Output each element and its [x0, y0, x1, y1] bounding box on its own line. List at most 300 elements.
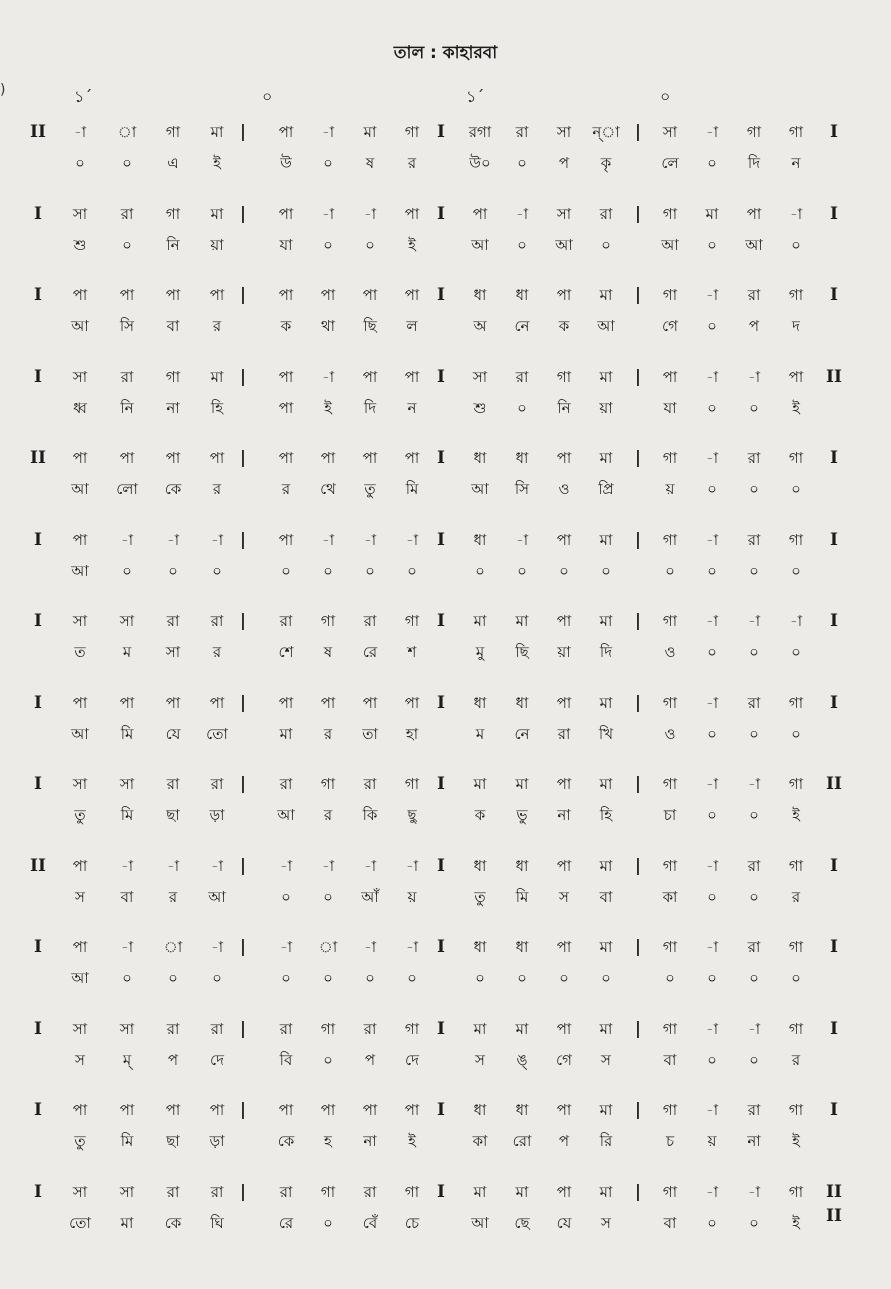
- lyric-syllable: ড়া: [209, 1132, 225, 1150]
- swara-note: মা: [599, 530, 613, 549]
- swara-note: -া: [405, 856, 419, 875]
- lyric-syllable: লে: [661, 154, 679, 172]
- lyric-syllable: ০: [791, 724, 801, 743]
- swara-note: মা: [515, 1019, 529, 1038]
- lyric-syllable: ০: [212, 561, 222, 580]
- lyric-syllable: ০: [791, 235, 801, 254]
- bar-line-start: I: [34, 529, 42, 550]
- swara-note: মা: [599, 1019, 613, 1038]
- lyric-row: [0, 1211, 891, 1235]
- swara-note: পা: [556, 612, 572, 630]
- lyric-syllable: যে: [165, 724, 181, 743]
- lyric-row: [0, 1048, 891, 1072]
- swara-note: -া: [363, 938, 377, 956]
- lyric-syllable: শু: [73, 235, 87, 254]
- bar-line-start: I: [34, 937, 42, 957]
- swara-note: পা: [72, 856, 88, 875]
- lyric-syllable: দি: [363, 398, 377, 417]
- swara-note: -া: [705, 1182, 719, 1201]
- swara-note: -া: [405, 530, 419, 549]
- lyric-syllable: দে: [405, 1050, 419, 1069]
- lyric-syllable: রো: [512, 1132, 532, 1150]
- lyric-syllable: ০: [407, 969, 417, 987]
- swara-note: -া: [321, 204, 335, 223]
- bar-line: |: [239, 1181, 247, 1202]
- swara-note: -া: [363, 856, 377, 875]
- swara-note: গা: [662, 1019, 678, 1038]
- swara-note: -া: [321, 856, 335, 875]
- swara-note: রা: [279, 612, 293, 630]
- lyric-syllable: ০: [407, 561, 417, 580]
- swara-note: পা: [556, 775, 572, 793]
- bar-line: |: [634, 1018, 642, 1039]
- lyric-syllable: খি: [598, 724, 614, 743]
- lyric-syllable: শে: [278, 643, 294, 661]
- lyric-syllable: ০: [791, 643, 801, 661]
- lyric-syllable: ত: [74, 643, 86, 661]
- swara-note: পা: [72, 938, 88, 956]
- lyric-syllable: ম: [475, 724, 485, 743]
- swara-note: রা: [747, 856, 761, 875]
- swara-note: পা: [278, 530, 294, 549]
- lyric-syllable: ০: [323, 154, 333, 172]
- note-row: [0, 1098, 891, 1122]
- lyric-syllable: স: [75, 887, 85, 906]
- lyric-syllable: ০: [122, 235, 132, 254]
- swara-note: ন্া: [592, 123, 620, 141]
- swara-note: পা: [209, 449, 225, 467]
- swara-note: পা: [362, 1101, 378, 1119]
- lyric-syllable: হি: [599, 806, 613, 824]
- swara-note: রা: [363, 775, 377, 793]
- swara-note: -া: [120, 938, 134, 956]
- swara-note: মা: [515, 775, 529, 793]
- swara-note: -া: [705, 123, 719, 141]
- swara-note: ধা: [515, 449, 529, 467]
- swara-note: পা: [278, 449, 294, 467]
- lyric-syllable: ও: [664, 643, 676, 661]
- notation-line-2: [0, 202, 891, 284]
- lyric-syllable: আ: [208, 887, 226, 906]
- swara-note: -া: [166, 530, 180, 549]
- swara-note: সা: [556, 204, 572, 223]
- swara-note: মা: [599, 856, 613, 875]
- notation-line-12: [0, 1017, 891, 1099]
- swara-note: া: [318, 938, 338, 956]
- swara-note: গা: [788, 1019, 804, 1038]
- lyric-syllable: র: [791, 1050, 801, 1069]
- swara-note: া: [117, 123, 137, 141]
- lyric-syllable: নে: [514, 724, 530, 743]
- swara-note: া: [163, 938, 183, 956]
- lyric-syllable: ০: [212, 969, 222, 987]
- swara-note: পা: [556, 449, 572, 467]
- lyric-syllable: ০: [791, 969, 801, 987]
- swara-note: ধা: [515, 856, 529, 875]
- swara-note: -া: [515, 530, 529, 549]
- notation-line-1: [0, 120, 891, 202]
- lyric-syllable: মি: [405, 480, 419, 498]
- lyric-syllable: ০: [791, 480, 801, 498]
- swara-note: রা: [747, 530, 761, 549]
- swara-note: -া: [321, 530, 335, 549]
- note-row: [0, 1017, 891, 1041]
- swara-note: পা: [119, 286, 135, 304]
- swara-note: রা: [210, 1019, 224, 1038]
- lyric-syllable: সা: [165, 643, 181, 661]
- lyric-syllable: র: [281, 480, 291, 498]
- lyric-syllable: না: [363, 1132, 377, 1150]
- swara-note: পা: [72, 530, 88, 549]
- note-row: [0, 283, 891, 307]
- lyric-syllable: ই: [792, 806, 800, 824]
- lyric-row: [0, 803, 891, 827]
- notation-line-3: [0, 283, 891, 365]
- lyric-syllable: তু: [74, 806, 86, 824]
- swara-note: পা: [404, 204, 420, 223]
- lyric-syllable: থা: [320, 317, 336, 335]
- bar-line: |: [239, 366, 247, 387]
- lyric-syllable: ভু: [516, 806, 528, 824]
- lyric-syllable: ০: [601, 969, 611, 987]
- bar-line: |: [239, 937, 247, 957]
- lyric-syllable: ছু: [407, 806, 417, 824]
- lyric-syllable: আ: [471, 1213, 489, 1232]
- swara-note: -া: [73, 123, 87, 141]
- lyric-row: [0, 151, 891, 175]
- lyric-syllable: কৃ: [600, 154, 612, 172]
- swara-note: পা: [556, 1182, 572, 1201]
- lyric-syllable: ছে: [514, 1213, 530, 1232]
- swara-note: রা: [515, 123, 529, 141]
- swara-note: মা: [599, 1101, 613, 1119]
- lyric-row: [0, 233, 891, 257]
- swara-note: রা: [515, 367, 529, 386]
- notation-line-9: [0, 772, 891, 854]
- swara-note: মা: [210, 204, 224, 223]
- lyric-syllable: রে: [362, 643, 378, 661]
- swara-note: মা: [473, 1182, 487, 1201]
- lyric-syllable: ধ্ব: [73, 398, 87, 417]
- swara-note: গা: [404, 612, 420, 630]
- swara-note: পা: [72, 693, 88, 712]
- swara-note: পা: [165, 1101, 181, 1119]
- lyric-syllable: ছি: [515, 643, 529, 661]
- swara-note: গা: [788, 938, 804, 956]
- bar-line-start: II: [30, 855, 46, 876]
- swara-note: পা: [209, 693, 225, 712]
- lyric-syllable: শ: [407, 643, 417, 661]
- swara-note: পা: [556, 530, 572, 549]
- swara-note: মা: [599, 367, 613, 386]
- beat-mark-3: ১´: [466, 87, 485, 106]
- lyric-syllable: তো: [206, 724, 228, 743]
- note-row: [0, 1180, 891, 1226]
- swara-note: পা: [404, 693, 420, 712]
- swara-note: -া: [210, 530, 224, 549]
- edge-mark: ): [0, 82, 6, 98]
- swara-note: গা: [662, 775, 678, 793]
- lyric-syllable: আ: [597, 317, 615, 335]
- swara-note: রা: [120, 367, 134, 386]
- swara-note: সা: [472, 367, 488, 386]
- lyric-syllable: ০: [749, 1050, 759, 1069]
- swara-note: পা: [165, 449, 181, 467]
- bar-line: I: [437, 692, 445, 713]
- lyric-syllable: ০: [749, 561, 759, 580]
- swara-note: রা: [747, 938, 761, 956]
- lyric-row: [0, 477, 891, 501]
- swara-note: -া: [747, 1019, 761, 1038]
- lyric-syllable: নি: [166, 235, 180, 254]
- lyric-syllable: বি: [279, 1050, 293, 1069]
- swara-note: পা: [209, 286, 225, 304]
- swara-note: মা: [599, 693, 613, 712]
- bar-line: |: [239, 611, 247, 631]
- lyric-syllable: কি: [362, 806, 378, 824]
- bar-line-end: II: [826, 774, 842, 794]
- swara-note: সা: [119, 775, 135, 793]
- swara-note: গা: [404, 123, 420, 141]
- bar-line: |: [239, 529, 247, 550]
- bar-line-end: I: [830, 611, 838, 631]
- lyric-syllable: ০: [559, 969, 569, 987]
- swara-note: গা: [788, 286, 804, 304]
- lyric-syllable: আ: [471, 480, 489, 498]
- bar-line-start: I: [34, 1018, 42, 1039]
- swara-note: পা: [165, 286, 181, 304]
- lyric-syllable: ই: [324, 398, 332, 417]
- swara-note: সা: [72, 1182, 88, 1201]
- swara-note: মা: [210, 367, 224, 386]
- lyric-syllable: ০: [707, 561, 717, 580]
- swara-note: পা: [404, 449, 420, 467]
- lyric-syllable: ০: [281, 969, 291, 987]
- swara-note: রা: [363, 1182, 377, 1201]
- swara-note: গা: [404, 1019, 420, 1038]
- lyric-syllable: আ: [277, 806, 295, 824]
- lyric-syllable: র: [212, 643, 222, 661]
- lyric-syllable: নে: [514, 317, 530, 335]
- lyric-syllable: প: [167, 1050, 179, 1069]
- note-row: [0, 120, 891, 144]
- bar-line: |: [239, 448, 247, 468]
- lyric-syllable: ০: [517, 398, 527, 417]
- bar-line-end: II II: [826, 1181, 842, 1226]
- lyric-row: [0, 640, 891, 664]
- bar-line: |: [239, 203, 247, 224]
- swara-note: -া: [747, 775, 761, 793]
- lyric-syllable: সি: [119, 317, 135, 335]
- bar-line: |: [634, 1181, 642, 1202]
- lyric-syllable: ০: [707, 154, 717, 172]
- swara-note: গা: [788, 1101, 804, 1119]
- lyric-syllable: ০: [707, 724, 717, 743]
- swara-note: সা: [72, 612, 88, 630]
- lyric-syllable: চা: [663, 806, 677, 824]
- swara-note: পা: [320, 1101, 336, 1119]
- swara-note: -া: [120, 530, 134, 549]
- bar-line: I: [437, 855, 445, 876]
- lyric-syllable: য়া: [599, 398, 613, 417]
- lyric-syllable: ০: [707, 643, 717, 661]
- lyric-syllable: প্রি: [598, 480, 614, 498]
- bar-line: |: [634, 285, 642, 305]
- lyric-syllable: য়া: [557, 643, 571, 661]
- lyric-syllable: ক: [280, 317, 292, 335]
- lyric-syllable: ০: [749, 887, 759, 906]
- swara-note: পা: [556, 856, 572, 875]
- lyric-syllable: স: [475, 1050, 485, 1069]
- notation-line-11: [0, 935, 891, 1017]
- lyric-syllable: ০: [749, 724, 759, 743]
- bar-line-start: I: [34, 285, 42, 305]
- swara-note: -া: [210, 856, 224, 875]
- bar-line-start: I: [34, 611, 42, 631]
- swara-note: গা: [165, 367, 181, 386]
- lyric-syllable: আ: [71, 724, 89, 743]
- bar-line: |: [634, 448, 642, 468]
- lyric-syllable: দ: [792, 317, 800, 335]
- swara-note: মা: [210, 123, 224, 141]
- swara-note: -া: [705, 367, 719, 386]
- swara-note: রা: [279, 775, 293, 793]
- swara-note: রা: [166, 1019, 180, 1038]
- lyric-syllable: ০: [122, 969, 132, 987]
- swara-note: মা: [599, 938, 613, 956]
- bar-line: |: [239, 122, 247, 142]
- lyric-syllable: আ: [71, 561, 89, 580]
- swara-note: রা: [747, 286, 761, 304]
- swara-note: গা: [788, 530, 804, 549]
- bar-line: |: [634, 366, 642, 387]
- swara-note: সা: [72, 1019, 88, 1038]
- swara-note: মা: [363, 123, 377, 141]
- bar-line: I: [437, 1181, 445, 1202]
- lyric-syllable: যা: [663, 398, 677, 417]
- lyric-syllable: চে: [404, 1213, 420, 1232]
- bar-line: |: [634, 529, 642, 550]
- lyric-syllable: লো: [116, 480, 138, 498]
- lyric-syllable: মা: [120, 1213, 134, 1232]
- swara-note: রা: [279, 1182, 293, 1201]
- lyric-syllable: য়া: [210, 235, 224, 254]
- lyric-syllable: তু: [74, 1132, 86, 1150]
- lyric-syllable: ০: [559, 561, 569, 580]
- notation-line-7: [0, 609, 891, 691]
- bar-line-end: I: [830, 1018, 838, 1039]
- bar-line: I: [437, 1100, 445, 1120]
- swara-note: গা: [556, 367, 572, 386]
- lyric-syllable: যা: [279, 235, 293, 254]
- swara-note: পা: [278, 693, 294, 712]
- lyric-syllable: তু: [474, 887, 486, 906]
- swara-note: গা: [746, 123, 762, 141]
- lyric-syllable: বা: [663, 1213, 677, 1232]
- swara-note: গা: [788, 693, 804, 712]
- bar-line-end: II: [826, 366, 842, 387]
- swara-note: গা: [320, 775, 336, 793]
- lyric-syllable: ক: [558, 317, 570, 335]
- lyric-syllable: দে: [210, 1050, 224, 1069]
- lyric-row: [0, 885, 891, 909]
- swara-note: -া: [321, 123, 335, 141]
- lyric-syllable: ০: [517, 969, 527, 987]
- swara-note: ধা: [515, 938, 529, 956]
- bar-line: |: [239, 692, 247, 713]
- lyric-syllable: ও: [664, 724, 676, 743]
- lyric-syllable: প: [748, 317, 760, 335]
- lyric-syllable: অ: [473, 317, 487, 335]
- swara-note: -া: [789, 204, 803, 223]
- lyric-syllable: সি: [514, 480, 530, 498]
- swara-note: গা: [788, 1182, 804, 1201]
- note-row: [0, 202, 891, 226]
- beat-marks: [0, 84, 891, 108]
- note-row: [0, 691, 891, 715]
- lyric-syllable: ০: [517, 154, 527, 172]
- note-row: [0, 935, 891, 959]
- bar-line-end: I: [830, 448, 838, 468]
- swara-note: -া: [515, 204, 529, 223]
- bar-line: |: [634, 855, 642, 876]
- bar-line: I: [437, 937, 445, 957]
- swara-note: -া: [705, 693, 719, 712]
- lyric-syllable: মি: [515, 887, 529, 906]
- lyric-syllable: ০: [665, 561, 675, 580]
- bar-line: I: [437, 285, 445, 305]
- lyric-row: [0, 1129, 891, 1153]
- lyric-syllable: ০: [791, 561, 801, 580]
- swara-note: গা: [788, 856, 804, 875]
- swara-note: পা: [165, 693, 181, 712]
- swara-note: পা: [362, 449, 378, 467]
- swara-note: গা: [320, 612, 336, 630]
- lyric-syllable: তো: [69, 1213, 91, 1232]
- swara-note: -া: [405, 938, 419, 956]
- lyric-syllable: ০: [749, 480, 759, 498]
- lyric-syllable: ০: [122, 154, 132, 172]
- lyric-syllable: উ: [280, 154, 292, 172]
- lyric-syllable: ০: [707, 887, 717, 906]
- swara-note: -া: [705, 938, 719, 956]
- swara-note: রা: [363, 612, 377, 630]
- lyric-syllable: ড়া: [209, 806, 225, 824]
- swara-note: পা: [746, 204, 762, 223]
- beat-mark-1: ১´: [74, 87, 93, 106]
- swara-note: পা: [209, 1101, 225, 1119]
- bar-line: I: [437, 448, 445, 468]
- lyric-syllable: ছি: [363, 317, 377, 335]
- swara-note: মা: [515, 1182, 529, 1201]
- swara-note: সা: [119, 1019, 135, 1038]
- lyric-syllable: ই: [792, 398, 800, 417]
- bar-line: |: [634, 203, 642, 224]
- lyric-syllable: ও: [558, 480, 570, 498]
- note-row: [0, 365, 891, 389]
- lyric-syllable: না: [747, 1132, 761, 1150]
- bar-line: |: [634, 611, 642, 631]
- notation-grid: [0, 120, 891, 1261]
- lyric-syllable: হি: [210, 398, 224, 417]
- lyric-syllable: ০: [281, 887, 291, 906]
- swara-note: ধা: [515, 286, 529, 304]
- swara-note: গা: [662, 530, 678, 549]
- swara-note: সা: [662, 123, 678, 141]
- lyric-syllable: প: [364, 1050, 376, 1069]
- bar-line: |: [634, 122, 642, 142]
- swara-note: পা: [320, 449, 336, 467]
